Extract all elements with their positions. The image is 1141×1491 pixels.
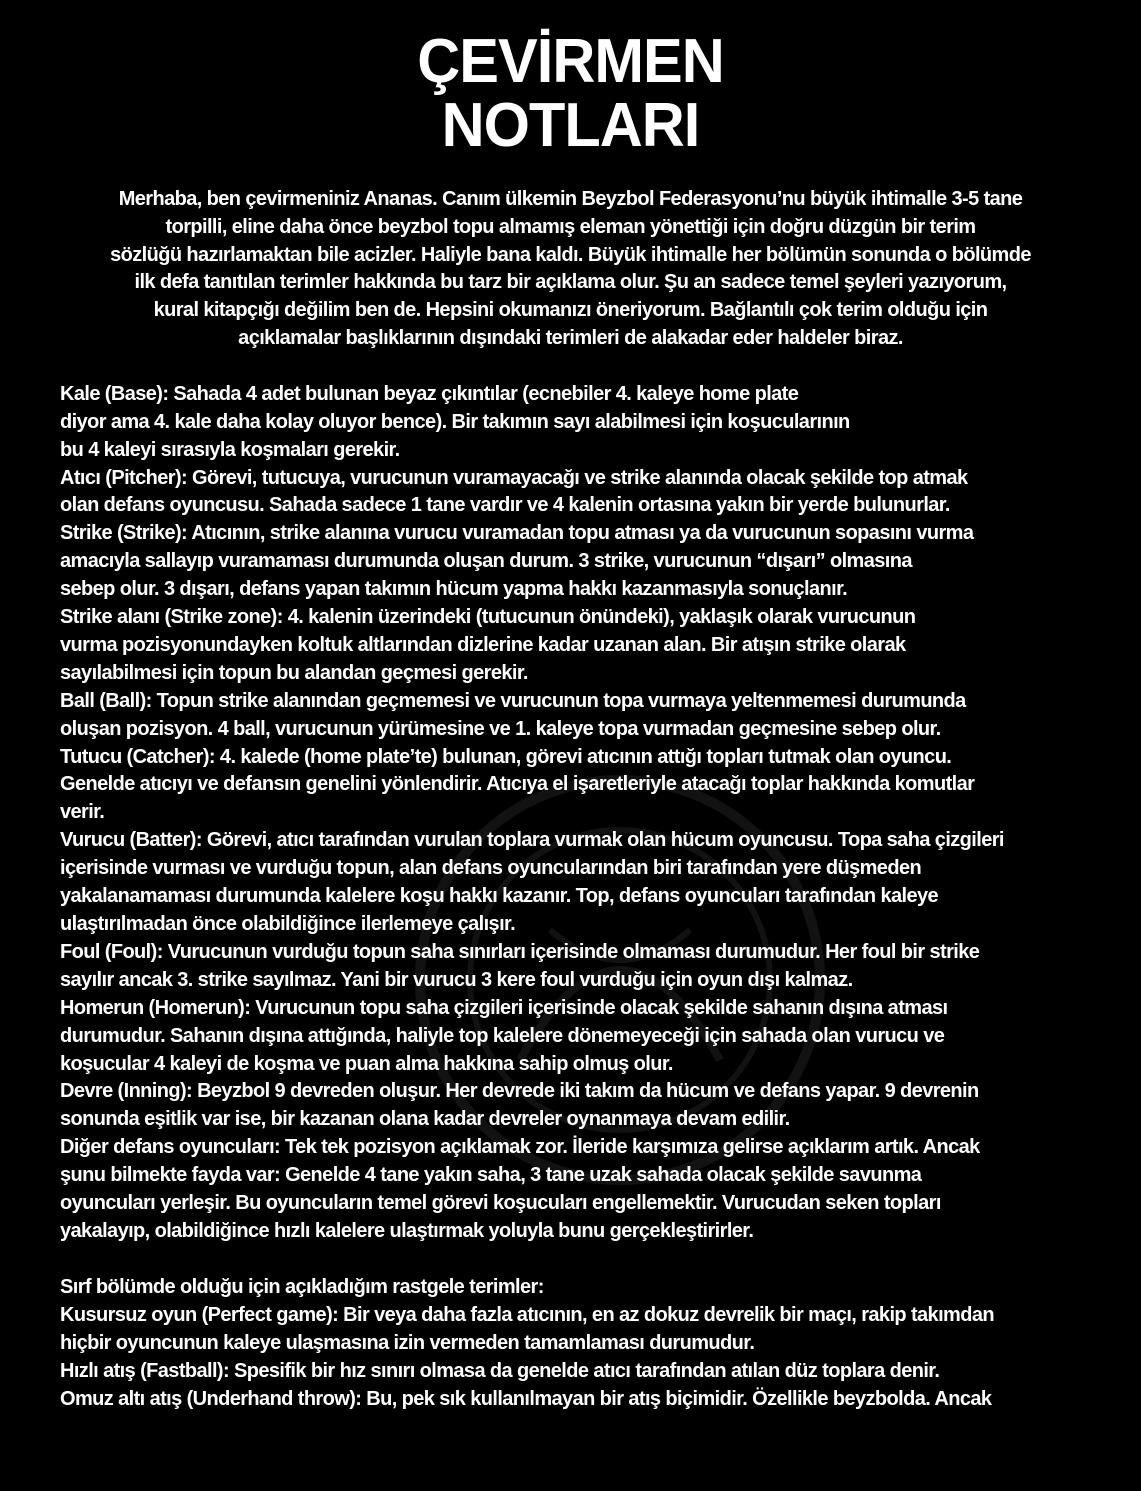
- glossary-line: amacıyla sallayıp vuramaması durumunda oluşan durum. 3 strike, vurucunun “dışarı” olmasına: [60, 550, 912, 573]
- glossary-line: sayılabilmesi için topun bu alandan geçmesi gerekir.: [60, 661, 528, 684]
- glossary-line: Strike alanı (Strike zone): 4. kalenin üzerindeki (tutucunun önündeki), yaklaşık olarak vurucunun: [60, 606, 916, 629]
- glossary-line: durumudur. Sahanın dışına attığında, haliyle top kalelere dönemeyeceği için sahada olan vurucu ve: [60, 1024, 945, 1047]
- intro-paragraph: [60, 186, 1081, 353]
- glossary-line: Diğer defans oyuncuları: Tek tek pozisyon açıklamak zor. İleride karşımıza gelirse açıklarım artık. Ancak: [60, 1136, 980, 1159]
- intro-line: torpilli, eline daha önce beyzbol topu almamış eleman yönettiği için doğru düzgün bir terim: [165, 215, 976, 238]
- glossary-line: sonunda eşitlik var ise, bir kazanan olana kadar devreler oynanmaya devam edilir.: [60, 1108, 790, 1131]
- random-terms-section: [60, 1274, 1081, 1414]
- glossary-line: verir.: [60, 801, 105, 824]
- glossary-line: sayılır ancak 3. strike sayılmaz. Yani bir vurucu 3 kere foul vurduğu için oyun dışı kalmaz.: [60, 968, 853, 991]
- glossary-line: içerisinde vurması ve vurduğu topun, alan defans oyuncularından biri tarafından yere düşmeden: [60, 857, 922, 880]
- glossary-line: Omuz altı atış (Underhand throw): Bu, pek sık kullanılmayan bir atış biçimidir. Özellikle beyzbolda. Ancak: [60, 1387, 992, 1410]
- intro-line: Merhaba, ben çevirmeniniz Ananas. Canım ülkemin Beyzbol Federasyonu’nu büyük ihtimalle 3-5 tane: [118, 188, 1023, 210]
- glossary-line: Foul (Foul): Vurucunun vurduğu topun saha sınırları içerisinde olmaması durumudur. Her foul bir strike: [60, 940, 980, 963]
- glossary-line: oyuncuları yerleşir. Bu oyuncuların temel görevi koşucuları engellemektir. Vurucudan seken topları: [60, 1192, 941, 1215]
- page-title-line-1: ÇEVİRMEN: [417, 27, 724, 96]
- glossary-line: Strike (Strike): Atıcının, strike alanına vurucu vuramadan topu atması ya da vurucunun sopasını vurma: [60, 522, 974, 545]
- random-terms-heading: Sırf bölümde olduğu için açıkladığım rastgele terimler:: [60, 1275, 544, 1298]
- glossary-line: oluşan pozisyon. 4 ball, vurucunun yürümesine ve 1. kaleye topa vurmadan geçmesine sebep olur.: [60, 717, 941, 740]
- glossary-line: yakalanamaması durumunda kalelere koşu hakkı kazanır. Top, defans oyuncuları tarafından kaleye: [60, 885, 939, 908]
- glossary-line: Devre (Inning): Beyzbol 9 devreden oluşur. Her devrede iki takım da hücum ve defans yapar. 9 devrenin: [60, 1080, 979, 1103]
- glossary-line: Kale (Base): Sahada 4 adet bulunan beyaz çıkıntılar (ecnebiler 4. kaleye home plate: [60, 382, 799, 405]
- intro-line: açıklamalar başlıklarının dışındaki terimleri de alakadar eder haldeler biraz.: [238, 326, 903, 349]
- glossary-line: Hızlı atış (Fastball): Spesifik bir hız sınırı olmasa da genelde atıcı tarafından atılan düz toplara denir.: [60, 1359, 940, 1382]
- glossary-line: olan defans oyuncusu. Sahada sadece 1 tane vardır ve 4 kalenin ortasına yakın bir yerde bulunurlar.: [60, 494, 950, 517]
- glossary-line: Vurucu (Batter): Görevi, atıcı tarafından vurulan toplara vurmak olan hücum oyuncusu. Topa saha çizgileri: [60, 829, 1004, 852]
- glossary-line: Ball (Ball): Topun strike alanından geçmemesi ve vurucunun topa vurmaya yeltenmemesi durumunda: [60, 689, 966, 712]
- glossary-line: Genelde atıcıyı ve defansın genelini yönlendirir. Atıcıya el işaretleriyle atacağı toplar hakkında komutlar: [60, 773, 975, 796]
- glossary-line: hiçbir oyuncunun kaleye ulaşmasına izin vermeden tamamlaması durumudur.: [60, 1331, 755, 1354]
- intro-line: sözlüğü hazırlamaktan bile acizler. Haliyle bana kaldı. Büyük ihtimalle her bölümün sonunda o bölümde: [110, 243, 1031, 266]
- watermark-emblem-icon: [400, 760, 840, 1200]
- glossary-line: ulaştırılmadan önce olabildiğince ilerlemeye çalışır.: [60, 913, 516, 935]
- glossary-line: yakalayıp, olabildiğince hızlı kalelere ulaştırmak yoluyla bunu gerçekleştirirler.: [60, 1219, 754, 1242]
- glossary-line: diyor ama 4. kale daha kolay oluyor bence). Bir takımın sayı alabilmesi için koşucularının: [60, 410, 850, 433]
- glossary-line: bu 4 kaleyi sırasıyla koşmaları gerekir.: [60, 438, 400, 461]
- glossary-line: koşucular 4 kaleyi de koşma ve puan alma hakkına sahip olmuş olur.: [60, 1052, 673, 1075]
- glossary-line: Kusursuz oyun (Perfect game): Bir veya daha fazla atıcının, en az dokuz devrelik bir maçı, rakip takımdan: [60, 1303, 994, 1326]
- page-title-line-2: NOTLARI: [441, 91, 700, 160]
- intro-line: kural kitapçığı değilim ben de. Hepsini okumanızı öneriyorum. Bağlantılı çok terim olduğu için: [153, 299, 988, 322]
- glossary-line: Tutucu (Catcher): 4. kalede (home plate’te) bulunan, görevi atıcının attığı topları tutmak olan oyuncu.: [60, 745, 952, 768]
- glossary-line: vurma pozisyonundayken koltuk altlarından dizlerine kadar uzanan alan. Bir atışın strike olarak: [60, 633, 906, 656]
- page-title: [80, 27, 1060, 160]
- intro-line: ilk defa tanıtılan terimler hakkında bu tarz bir açıklama olur. Şu an sadece temel şeyleri yazıyorum,: [134, 271, 1007, 294]
- glossary-line: Atıcı (Pitcher): Görevi, tutucuya, vurucunun vuramayacağı ve strike alanında olacak şekilde top atmak: [60, 466, 968, 489]
- glossary-line: Homerun (Homerun): Vurucunun topu saha çizgileri içerisinde olacak şekilde sahanın dışına atması: [60, 996, 948, 1019]
- glossary-line: sebep olur. 3 dışarı, defans yapan takımın hücum yapma hakkı kazanmasıyla sonuçlanır.: [60, 578, 848, 601]
- glossary-line: şunu bilmekte fayda var: Genelde 4 tane yakın saha, 3 tane uzak sahada olacak şekilde savunma: [60, 1164, 922, 1187]
